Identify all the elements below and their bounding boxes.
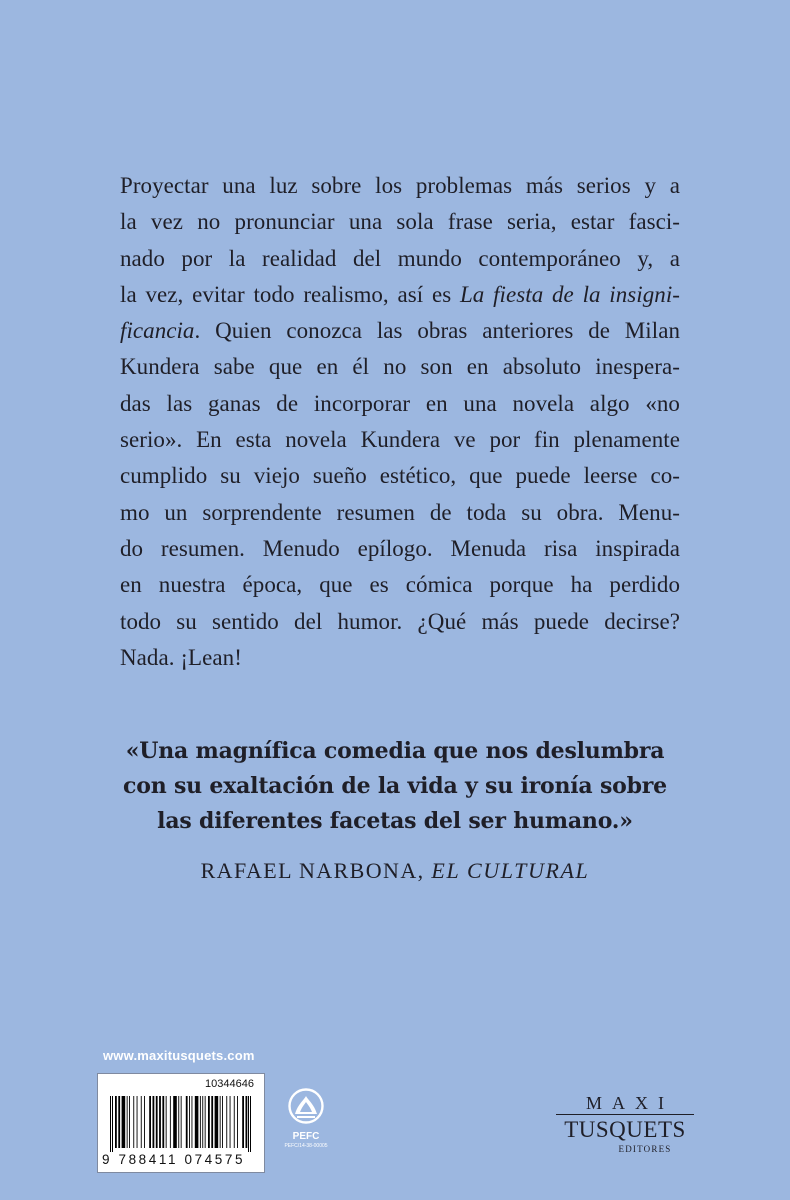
publisher-name: TUSQUETS	[564, 1117, 686, 1142]
blurb-line: mo un sorprendente resumen de toda su obra. Menu-	[120, 499, 680, 525]
barcode-bar	[153, 1096, 155, 1148]
barcode-bar	[211, 1096, 213, 1148]
barcode-bar	[144, 1096, 145, 1148]
blurb-text	[120, 168, 680, 676]
blurb-line: la vez no pronunciar una sola frase seria, estar fasci-	[120, 209, 680, 235]
barcode-bar	[246, 1096, 248, 1148]
publisher-subtitle: EDITORES	[618, 1144, 672, 1154]
barcode-bar	[122, 1096, 126, 1148]
pefc-certification	[284, 1088, 328, 1149]
publisher-website: www.maxitusquets.com	[103, 1048, 255, 1063]
barcode-bar	[115, 1096, 117, 1148]
quote-attribution	[100, 858, 690, 884]
barcode-bar	[242, 1096, 244, 1148]
blurb-line: serio». En esta novela Kundera ve por fin plenamente	[120, 427, 680, 453]
barcode-bar	[192, 1096, 193, 1148]
barcode-guard-bar	[110, 1096, 111, 1152]
barcode-bar	[173, 1096, 177, 1148]
barcode-bar	[118, 1096, 120, 1148]
barcode-bar	[162, 1096, 164, 1148]
quote-line: «Una magnífica comedia que nos deslumbra	[125, 738, 665, 764]
isbn-digits: 9 788411 074575	[102, 1152, 246, 1167]
barcode-bars	[110, 1096, 252, 1152]
pefc-logo-icon	[288, 1088, 324, 1124]
barcode-bar	[159, 1096, 161, 1148]
barcode-bar	[200, 1096, 201, 1148]
quote-line: las diferentes facetas del ser humano.»	[157, 808, 633, 834]
barcode-bar	[149, 1096, 151, 1148]
blurb-line: todo su sentido del humor. ¿Qué más puede decirse?	[120, 608, 680, 634]
barcode-bar	[133, 1096, 134, 1148]
review-quote	[100, 734, 690, 839]
barcode-bar	[208, 1096, 210, 1148]
book-title-italic: La fiesta de la insigni-	[459, 281, 680, 307]
barcode-bar	[230, 1096, 231, 1148]
blurb-line	[120, 313, 680, 349]
barcode-bar	[178, 1096, 179, 1148]
barcode-bar	[195, 1096, 199, 1148]
book-title-italic-end: ficancia	[120, 318, 195, 344]
barcode-guard-bar	[250, 1096, 251, 1152]
blurb-line: do resumen. Menudo epílogo. Menuda risa inspirada	[120, 535, 680, 561]
barcode-guard-bar	[248, 1096, 249, 1152]
barcode-bar	[205, 1096, 206, 1148]
barcode-bar	[170, 1096, 171, 1148]
barcode-bar	[202, 1096, 203, 1148]
barcode-bar	[156, 1096, 158, 1148]
barcode-bar	[234, 1096, 235, 1148]
pefc-label: PEFC	[292, 1131, 320, 1142]
blurb-line: Proyectar una luz sobre los problemas más serios y a	[120, 173, 680, 198]
barcode-bar	[237, 1096, 238, 1148]
quote-author: RAFAEL NARBONA,	[200, 858, 432, 883]
barcode-bar	[220, 1096, 221, 1148]
barcode-bar	[215, 1096, 219, 1148]
blurb-line: en nuestra época, que es cómica porque ha perdido	[120, 572, 680, 598]
barcode-guard-bar	[112, 1096, 113, 1152]
pefc-code: PEFC/14-38-00005	[284, 1143, 328, 1149]
isbn-barcode	[97, 1073, 265, 1173]
barcode-bar	[189, 1096, 190, 1148]
blurb-line	[120, 277, 680, 313]
barcode-bar	[222, 1096, 223, 1148]
barcode-bar	[127, 1096, 128, 1148]
quote-line: con su exaltación de la vida y su ironía sobre	[123, 773, 667, 799]
blurb-line: cumplido su viejo sueño estético, que puede leerse co-	[120, 463, 680, 489]
barcode-bar	[226, 1096, 227, 1148]
series-name: MAXI	[556, 1092, 694, 1115]
blurb-line: nado por la realidad del mundo contemporáneo y, a	[120, 245, 680, 271]
barcode-bar	[181, 1096, 182, 1148]
barcode-bar	[186, 1096, 188, 1148]
blurb-line: das las ganas de incorporar en una novela algo «no	[120, 390, 680, 416]
barcode-bar	[166, 1096, 167, 1148]
blurb-line: Kundera sabe que en él no son en absoluto inespera-	[120, 354, 680, 380]
barcode-bar	[141, 1096, 142, 1148]
blurb-line-rest: . Quien conozca las obras anteriores de Milan	[194, 318, 680, 344]
barcode-bar	[137, 1096, 138, 1148]
publisher-logo	[556, 1092, 694, 1154]
blurb-line: Nada. ¡Lean!	[120, 644, 242, 670]
blurb-line-start: la vez, evitar todo realismo, así es	[120, 281, 460, 307]
quote-source: EL CULTURAL	[431, 858, 590, 883]
barcode-bar	[129, 1096, 130, 1148]
product-code: 10344646	[205, 1078, 254, 1090]
